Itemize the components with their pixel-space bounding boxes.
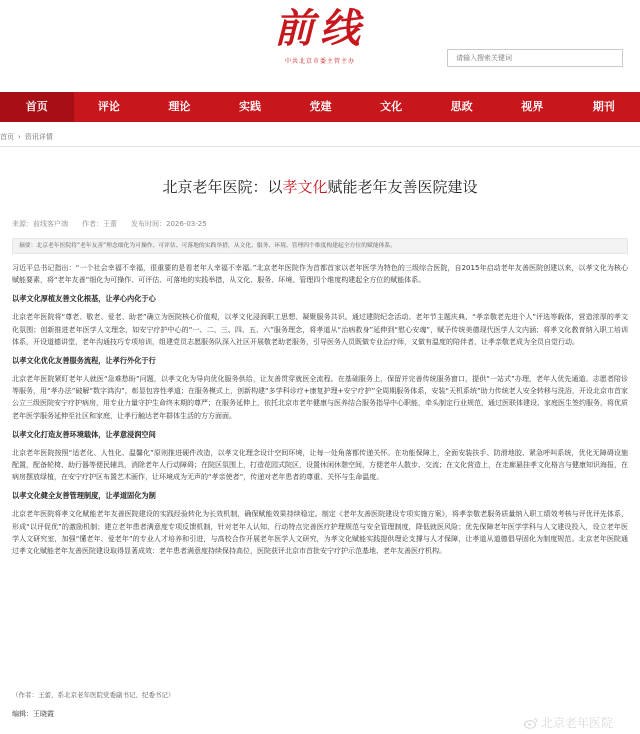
article-meta <box>12 219 207 229</box>
nav-item-commentary[interactable]: 评论 <box>97 100 120 113</box>
main-nav <box>0 92 640 122</box>
page-title <box>0 176 640 197</box>
article-body <box>12 262 628 565</box>
nav-item-practice[interactable]: 实践 <box>238 100 261 113</box>
watermark <box>524 714 613 731</box>
article-publish-time: 发布时间：2026-03-25 <box>131 220 207 228</box>
paragraph-intro: 习近平总书记指出：“一个社会幸福不幸福，很重要的是看老年人幸福不幸福。”北京老年医院作为首都首家以老年医学为特色的三级综合医院，自2015年启动老年友善医院创建以来，以孝文化为核心赋能要素，将“老年友善”细化为可操作、可评估、可落地的实践举措，从文化、服务、环境、管理四个维度构建起全方位的赋能体系。 <box>12 264 628 285</box>
nav-item-home[interactable]: 首页 <box>0 92 74 122</box>
breadcrumb-current: 资讯详情 <box>24 133 53 141</box>
section-heading-environment: 以孝文化打造友善环境载体，让孝意浸润空间 <box>12 429 156 439</box>
site-header <box>0 0 640 92</box>
breadcrumb-home[interactable]: 首页 <box>0 133 14 141</box>
article-author: 作者：王蕾 <box>82 220 117 228</box>
weibo-icon <box>524 717 538 729</box>
editor-line: 编辑：王晓霞 <box>12 710 54 718</box>
article-source: 来源：前线客户端 <box>12 220 68 228</box>
nav-item-ideology[interactable]: 思政 <box>450 100 473 113</box>
paragraph-management: 北京老年医院将孝文化赋能老年友善医院建设的实践经验转化为长效机制，确保赋能效果持续稳定。制定《老年友善医院建设专项实施方案》，将孝亲敬老服务质量纳入职工绩效考核与评优评先体系，形成“以评促优”的激励机制；建立老年患者满意度专项反馈机制，针对老年人认知、行动特点完善医疗护理规范与安全管理制度，降低就医风险；优先保障老年医学学科与人文建设投入，设立老年医学人文研究室，加强“懂老年、爱老年”的专业人才培养和引进，与高校合作开展老年医学人文研究，为孝文化赋能实践提供理论支撑与人才保障，让孝道从道德倡导固化为制度规范。北京老年医院通过孝文化赋能老年友善医院建设取得显著成效：老年患者满意度持续保持高位，医院获评北京市首批安宁疗护示范基地、老年友善医疗机构。 <box>12 510 628 556</box>
paragraph-culture: 北京老年医院将“尊老、敬老、爱老、助老”确立为医院核心价值观，以孝文化浸润职工思想、凝聚服务共识。通过建院纪念活动、老年节主题庆典、“孝亲敬老先进个人”评选等载体，营造浓厚的孝文化氛围；创新推进老年医学人文理念，如安宁疗护中心的“一、二、三、四、五、六”服务理念，将孝道从“治病救身”延伸到“慰心安魂”，赋予传统美德现代医学人文内涵；将孝文化教育纳入职工培训体系，开设道德讲堂，老年沟通技巧专项培训，组建党员志愿服务队深入社区开展敬老助老服务，引导医务人员既做专业治疗师，又做有温度的陪伴者，让孝亲敬老成为全员自觉行动。 <box>12 313 628 346</box>
watermark-text: 北京老年医院 <box>541 716 614 730</box>
nav-item-vision[interactable]: 视界 <box>521 100 544 113</box>
section-heading-management: 以孝文化健全友善管理制度，让孝道固化为制 <box>12 491 156 501</box>
paragraph-service: 北京老年医院紧盯老年人就医“急难愁盼”问题，以孝文化为导向优化服务供给，让友善贯穿就医全流程。在基础服务上，保留并完善传统服务窗口，提供“一站式”办理，老年人优先通道、志愿者陪诊等服务，用“孝办法”破解“数字鸿沟”，彰显包容性孝道；在服务模式上，创新构建“多学科诊疗+康复护理+安宁疗护”全周期服务体系，安装“天机系统”助力传统老人安全转移与洗浴，开设北京市首家公立三级医院安宁疗护病房，用专业力量守护生命终末期的尊严；在服务延伸上，依托北京市老年健康与医养结合服务指导中心职能，牵头制定行业规范，通过医联体建设、家庭医生签约服务，将优质老年医学服务延伸至社区和家庭，让孝行触达老年群体生活的方方面面。 <box>12 375 628 420</box>
section-heading-service: 以孝文化优化友善服务流程，让孝行外化于行 <box>12 356 156 366</box>
nav-item-party[interactable]: 党建 <box>309 100 332 113</box>
header-divider <box>0 146 640 147</box>
article-summary: 摘要：北京老年医院将“老年友善”理念细化为可操作、可评估、可落地的实践举措，从文化、服务、环境、管理四个维度构建起全方位的赋能体系。 <box>12 238 628 254</box>
breadcrumb-separator: › <box>18 133 21 141</box>
paragraph-environment: 北京老年医院按照“适老化、人性化、温馨化”原则推进硬件改造，以孝文化理念设计空间环境，让每一处角落都传递关怀。在功能保障上，全面安装扶手、防滑地胶、紧急呼叫系统，优化无障碍设施配置，配备轮椅、助行器等便民辅具，消除老年人行动障碍；在院区氛围上，打造花园式院区，设置休闲休憩空间，方便老年人散步、交流；在文化营造上，在走廊悬挂孝文化格言与健康知识海报，在病房摆放绿植，在安宁疗护区布置艺术画作，让环境成为无声的“孝亲使者”，传递对老年患者的尊重、关怀与生命温度。 <box>12 448 628 482</box>
site-logo[interactable] <box>250 6 390 65</box>
title-highlight: 孝文化 <box>282 178 328 196</box>
author-line: （作者：王蕾，系北京老年医院党委副书记、纪委书记） <box>12 691 175 699</box>
section-heading-culture: 以孝文化厚植友善文化根基，让孝心内化于心 <box>12 294 156 304</box>
nav-item-journal[interactable]: 期刊 <box>592 100 615 113</box>
nav-item-culture[interactable]: 文化 <box>380 100 403 113</box>
search-input[interactable] <box>447 49 623 67</box>
title-prefix: 北京老年医院：以 <box>162 178 283 196</box>
nav-item-theory[interactable]: 理论 <box>168 100 191 113</box>
breadcrumb <box>0 132 53 142</box>
logo-text: 前线 <box>274 5 366 52</box>
logo-subtitle: 中共北京市委主管主办 <box>284 58 355 65</box>
title-suffix: 赋能老年友善医院建设 <box>327 178 478 196</box>
